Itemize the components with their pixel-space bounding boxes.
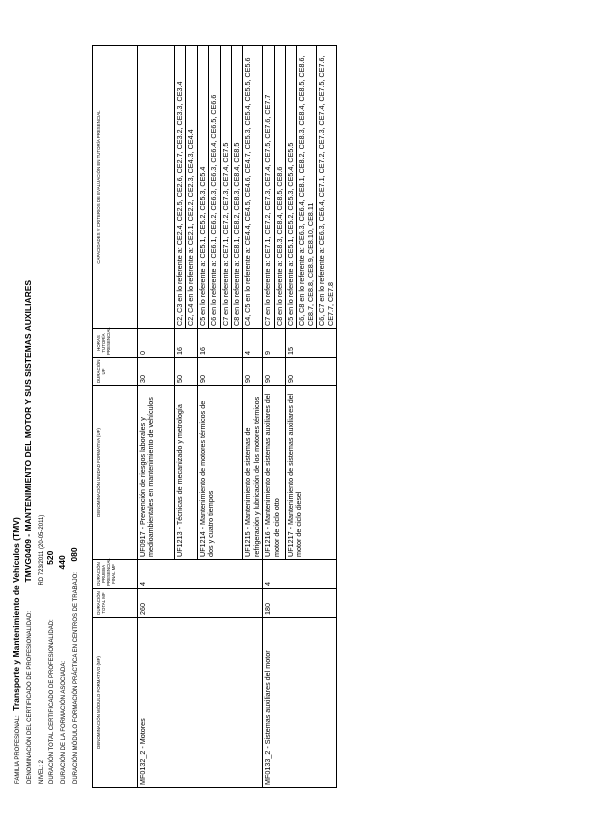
uf-criteria: C8 en lo referente a: CE8.1, CE8.2, CE8.3, CE8.4, CE8.5 xyxy=(232,46,243,329)
denominacion-value: TMVG0409 - MANTENIMIENTO DEL MOTOR Y SUS SISTEMAS AUXILIARES xyxy=(23,279,33,583)
uf-tutoria: 16 xyxy=(197,329,243,358)
table-row xyxy=(138,46,175,788)
uf-criteria: C7 en lo referente a: CE7.1, CE7.2, CE7.3, CE7.4, CE7.5 xyxy=(220,46,231,329)
col-header-mf: DENOMINACIÓN MÓDULO FORMATIVO (MF) xyxy=(93,618,138,788)
col-header-duracion-mf: DURACIÓN TOTAL MF xyxy=(93,589,138,618)
uf-tutoria: 16 xyxy=(175,329,198,358)
denominacion-label: DENOMINACIÓN DEL CERTIFICADO DE PROFESIONALIDAD: xyxy=(27,610,33,784)
familia-label: FAMILIA PROFESIONAL: xyxy=(15,715,21,784)
col-header-duracion-uf: DURACIÓN UF xyxy=(93,358,138,386)
duracion-formacion-label: DURACIÓN DE LA FORMACIÓN ASOCIADA: xyxy=(61,660,67,784)
uf-tutoria: 9 xyxy=(263,329,286,358)
uf-duration: 90 xyxy=(243,358,263,386)
uf-criteria: C2, C4 en lo referente a: CE2.1, CE2.2, CE2.3, CE4.3, CE4.4 xyxy=(186,46,197,329)
modules-table xyxy=(92,45,337,788)
mf-prueba: 4 xyxy=(263,560,337,589)
uf-name: UF1214 - Mantenimiento de motores térmicos de dos y cuatro tiempos xyxy=(197,386,243,560)
familia-value: Transporte y Mantenimiento de Vehículos (TMV) xyxy=(11,517,21,711)
uf-criteria: C6 en lo referente a: CE6.1, CE6.2, CE6.3, CE6.3, CE6.4, CE6.5, CE6.6 xyxy=(209,46,220,329)
table-header-row xyxy=(93,46,138,788)
uf-duration: 90 xyxy=(197,358,243,386)
uf-tutoria: 15 xyxy=(286,329,337,358)
mf-name: MF0132_2 - Motores xyxy=(138,618,263,788)
uf-name: UF1215 - Mantenimiento de sistemas de refrigeración y lubricación de los motores térmicos xyxy=(243,386,263,560)
nivel-label: NIVEL: 2 xyxy=(39,759,45,784)
uf-duration: 90 xyxy=(286,358,337,386)
uf-duration: 30 xyxy=(138,358,175,386)
col-header-tutoria: HORAS TUTORÍA PRESENCIAL xyxy=(93,329,138,358)
duracion-formacion-value: 440 xyxy=(57,555,67,570)
uf-criteria: C6, C8 en lo referente a: CE6.3, CE6.4, CE8.1, CE8.2, CE8.3, CE8.4, CE8.5, CE8.6, CE8.7, CE8.8, CE8.9, CE8.10, CE8.11 xyxy=(297,46,317,329)
uf-criteria: C7 en lo referente a: CE7.1, CE7.2, CE7.3, CE7.4, CE7.5, CE7.6, CE7.7 xyxy=(263,46,274,329)
uf-criteria: C5 en lo referente a: CE5.1, CE5.2, CE5.3, CE5.4 xyxy=(197,46,208,329)
mf-total: 180 xyxy=(263,589,337,618)
mf-name: MF0133_2 - Sistemas auxiliares del motor xyxy=(263,618,337,788)
uf-duration: 50 xyxy=(175,358,198,386)
uf-duration: 90 xyxy=(263,358,286,386)
mf-prueba: 4 xyxy=(138,560,263,589)
uf-tutoria: 4 xyxy=(243,329,263,358)
uf-name: UF1216 - Mantenimiento de sistemas auxiliares del motor de ciclo otto xyxy=(263,386,286,560)
uf-criteria: C8 en lo referente a: CE8.3, CE8.4, CE8.5, CE8.6 xyxy=(274,46,285,329)
duracion-total-value: 520 xyxy=(45,550,55,565)
col-header-criterios: CAPACIDADES Y CRITERIOS DE EVALUACIÓN EN TUTORÍA PRESENCIAL xyxy=(93,46,138,329)
uf-name: UF0917 - Prevención de riesgos laborales y medioambientales en mantenimiento de vehículos xyxy=(138,386,175,560)
uf-criteria xyxy=(138,46,175,329)
duracion-total-label: DURACIÓN TOTAL CERTIFICADO DE PROFESIONALIDAD: xyxy=(49,619,55,784)
rd-value: RD 723/2011 (20-05-2011) xyxy=(39,514,45,586)
col-header-uf: DENOMINACIÓN UNIDAD FORMATIVA (UF) xyxy=(93,386,138,560)
duracion-practica-label: DURACIÓN MÓDULO FORMACIÓN PRÁCTICA EN CENTROS DE TRABAJO: xyxy=(73,572,79,784)
col-header-prueba: DURACIÓN PRUEBA PRESENCIAL FINAL MF xyxy=(93,560,138,589)
duracion-practica-line xyxy=(64,84,82,784)
uf-criteria: C6, C7 en lo referente a: CE6.3, CE6.4, CE7.1, CE7.2, CE7.3, CE7.4, CE7.5, CE7.6, CE7.7, CE7.8 xyxy=(317,46,337,329)
uf-name: UF1217 - Mantenimiento de sistemas auxiliares del motor de ciclo diesel xyxy=(286,386,337,560)
uf-name: UF1213 - Técnicas de mecanizado y metrología xyxy=(175,386,198,560)
duracion-practica-value: 080 xyxy=(69,547,79,562)
uf-tutoria: 0 xyxy=(138,329,175,358)
mf-total: 260 xyxy=(138,589,263,618)
uf-criteria: C4, C5 en lo referente a: CE4.4, CE4.5, CE4.6, CE4.7, CE5.3, CE5.4, CE5.5, CE5.6 xyxy=(243,46,263,329)
table-row xyxy=(263,46,274,788)
uf-criteria: C2, C3 en lo referente a: CE2.4, CE2.5, CE2.6, CE2.7, CE3.2, CE3.3, CE3.4 xyxy=(175,46,186,329)
uf-criteria: C5 en lo referente a: CE5.1, CE5.2, CE5.3, CE5.4, CE5.5 xyxy=(286,46,297,329)
